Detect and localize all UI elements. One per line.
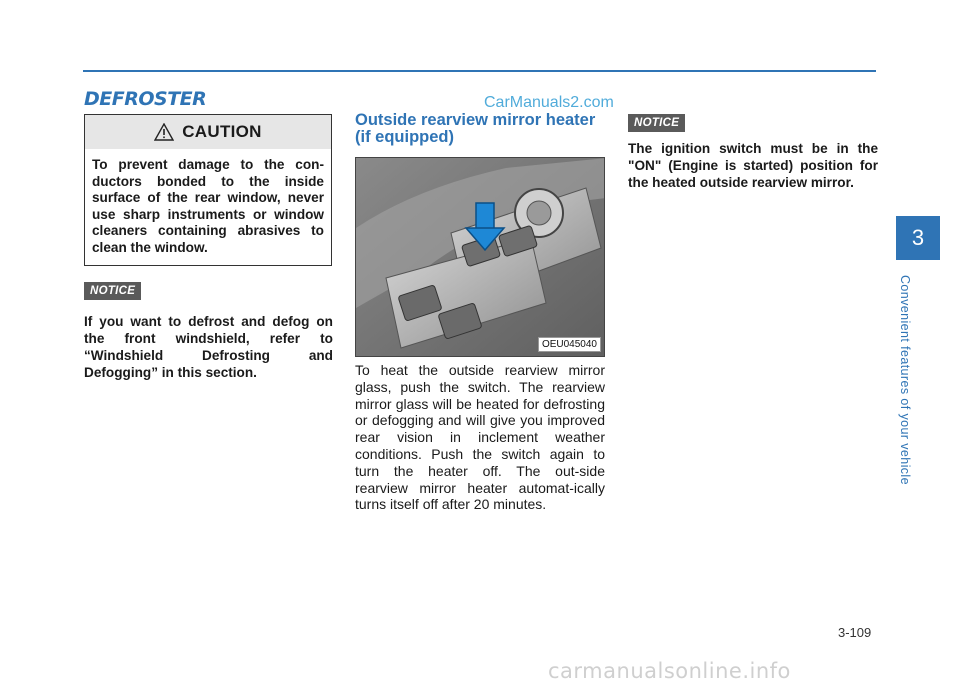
chapter-number-tab: 3 (896, 216, 940, 260)
notice-badge-right: NOTICE (628, 114, 685, 132)
mirror-heater-title: Outside rearview mirror heater (if equipped) (355, 111, 596, 146)
mirror-heater-switch-figure (355, 157, 605, 357)
defrost-reference-text: If you want to defrost and defog on the front windshield, refer to “Windshield Defrosting and Defogging” in this section. (84, 314, 333, 380)
door-switch-illustration (356, 158, 605, 357)
ignition-notice-text: The ignition switch must be in the "ON" (Engine is started) position for the heated outside rearview mirror. (628, 141, 878, 190)
mirror-heater-body: To heat the outside rearview mirror glass, push the switch. The rearview mirror glass will be heated for defrosting or defogging and will give you improved rear vision in inclement weather conditions. Push the switch again to turn the heater off. The out-side rearview mirror heater automat-ically turns itself off after 20 minutes. (355, 362, 605, 513)
caution-body: To prevent damage to the con-ductors bonded to the inside surface of the rear window, never use sharp instruments or window cleaners containing abrasives to clean the window. (92, 157, 324, 255)
top-rule (83, 70, 876, 72)
chapter-title (883, 266, 927, 494)
caution-title: CAUTION (182, 122, 262, 141)
chapter-title-text: Convenient features of your vehicle (898, 275, 912, 485)
page-number: 3-109 (838, 625, 872, 640)
watermark-top[interactable]: CarManuals2.com (484, 94, 614, 111)
notice-badge: NOTICE (84, 282, 141, 300)
watermark-bottom[interactable]: carmanualsonline.info (548, 659, 791, 683)
figure-code: OEU045040 (538, 337, 601, 352)
warning-triangle-icon (154, 123, 174, 141)
caution-box (84, 114, 332, 266)
caution-header (85, 115, 331, 149)
section-title: DEFROSTER (84, 88, 207, 110)
